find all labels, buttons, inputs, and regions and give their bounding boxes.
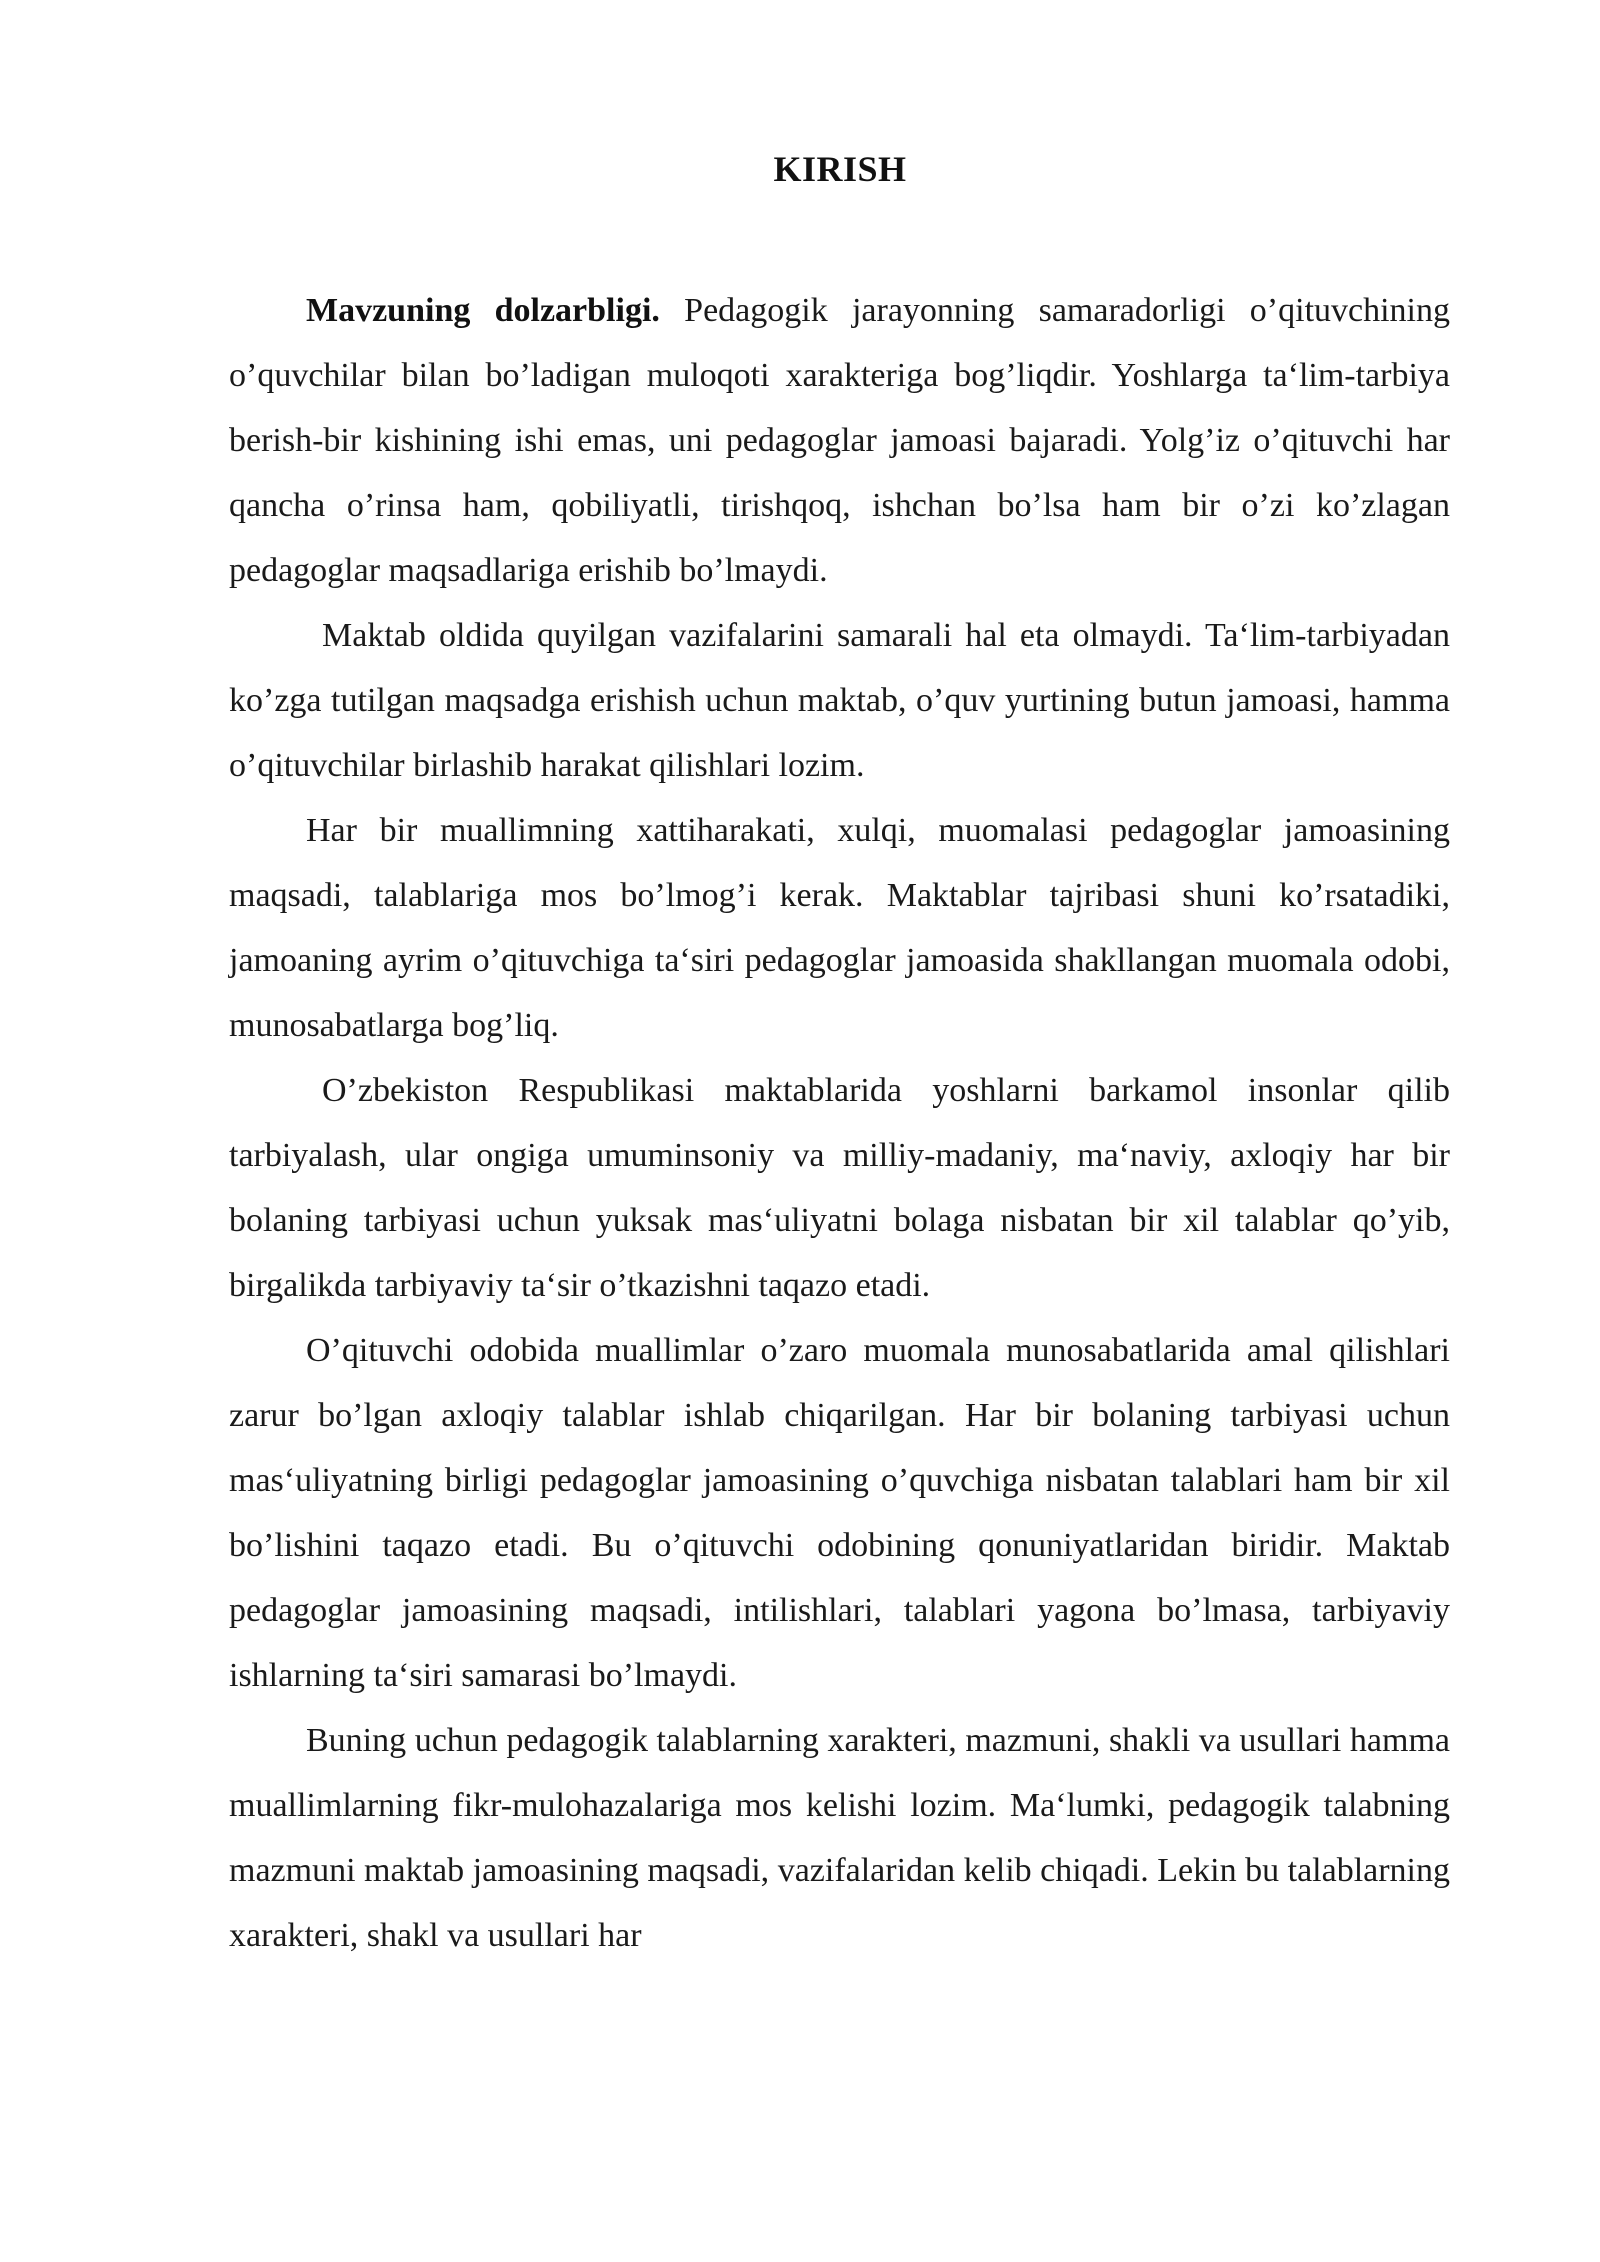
section-heading: KIRISH [773,149,907,189]
paragraph-text: Pedagogik jarayonning samaradorligi o’qituvchining o’quvchilar bilan bo’ladigan muloqoti xarakteriga bog’liqdir. Yoshlarga ta‘lim-tarbiya berish-bir kishining ishi emas, uni pedagoglar jamoasi bajaradi. Yolg’iz o’qituvchi har qancha o’rinsa ham, qobiliyatli, tirishqoq, ishchan bo’lsa ham bir o’zi ko’zlagan pedagoglar maqsadlariga erishib bo’lmaydi. [229,292,1450,589]
paragraph: Buning uchun pedagogik talablarning xarakteri, mazmuni, shakli va usullari hamma muallimlarning fikr-mulohazalariga mos kelishi lozim. Ma‘lumki, pedagogik talabning mazmuni maktab jamoasining maqsadi, vazifalaridan kelib chiqadi. Lekin bu talablarning xarakteri, shakl va usullari har [229,1722,1450,1954]
paragraph: Maktab oldida quyilgan vazifalarini samarali hal eta olmaydi. Ta‘lim-tarbiyadan ko’zga tutilgan maqsadga erishish uchun maktab, o’quv yurtining butun jamoasi, hamma o’qituvchilar birlashib harakat qilishlari lozim. [229,617,1450,784]
body-text [229,278,1450,1968]
paragraph: Har bir muallimning xattiharakati, xulqi, muomalasi pedagoglar jamoasining maqsadi, talablariga mos bo’lmog’i kerak. Maktablar tajribasi shuni ko’rsatadiki, jamoaning ayrim o’qituvchiga ta‘siri pedagoglar jamoasida shakllangan muomala odobi, munosabatlarga bog’liq. [229,812,1450,1044]
paragraph: O’zbekiston Respublikasi maktablarida yoshlarni barkamol insonlar qilib tarbiyalash, ular ongiga umuminsoniy va milliy-madaniy, ma‘naviy, axloqiy har bir bolaning tarbiyasi uchun yuksak mas‘uliyatni bolaga nisbatan bir xil talablar qo’yib, birgalikda tarbiyaviy ta‘sir o’tkazishni taqazo etadi. [229,1072,1450,1304]
paragraph-lead: Mavzuning dolzarbligi. [306,292,660,329]
paragraph: O’qituvchi odobida muallimlar o’zaro muomala munosabatlarida amal qilishlari zarur bo’lgan axloqiy talablar ishlab chiqarilgan. Har bir bolaning tarbiyasi uchun mas‘uliyatning birligi pedagoglar jamoasining o’quvchiga nisbatan talablari ham bir xil bo’lishini taqazo etadi. Bu o’qituvchi odobining qonuniyatlaridan biridir. Maktab pedagoglar jamoasining maqsadi, intilishlari, talablari yagona bo’lmasa, tarbiyaviy ishlarning ta‘siri samarasi bo’lmaydi. [229,1332,1450,1694]
paragraph-relevance [229,278,1450,603]
